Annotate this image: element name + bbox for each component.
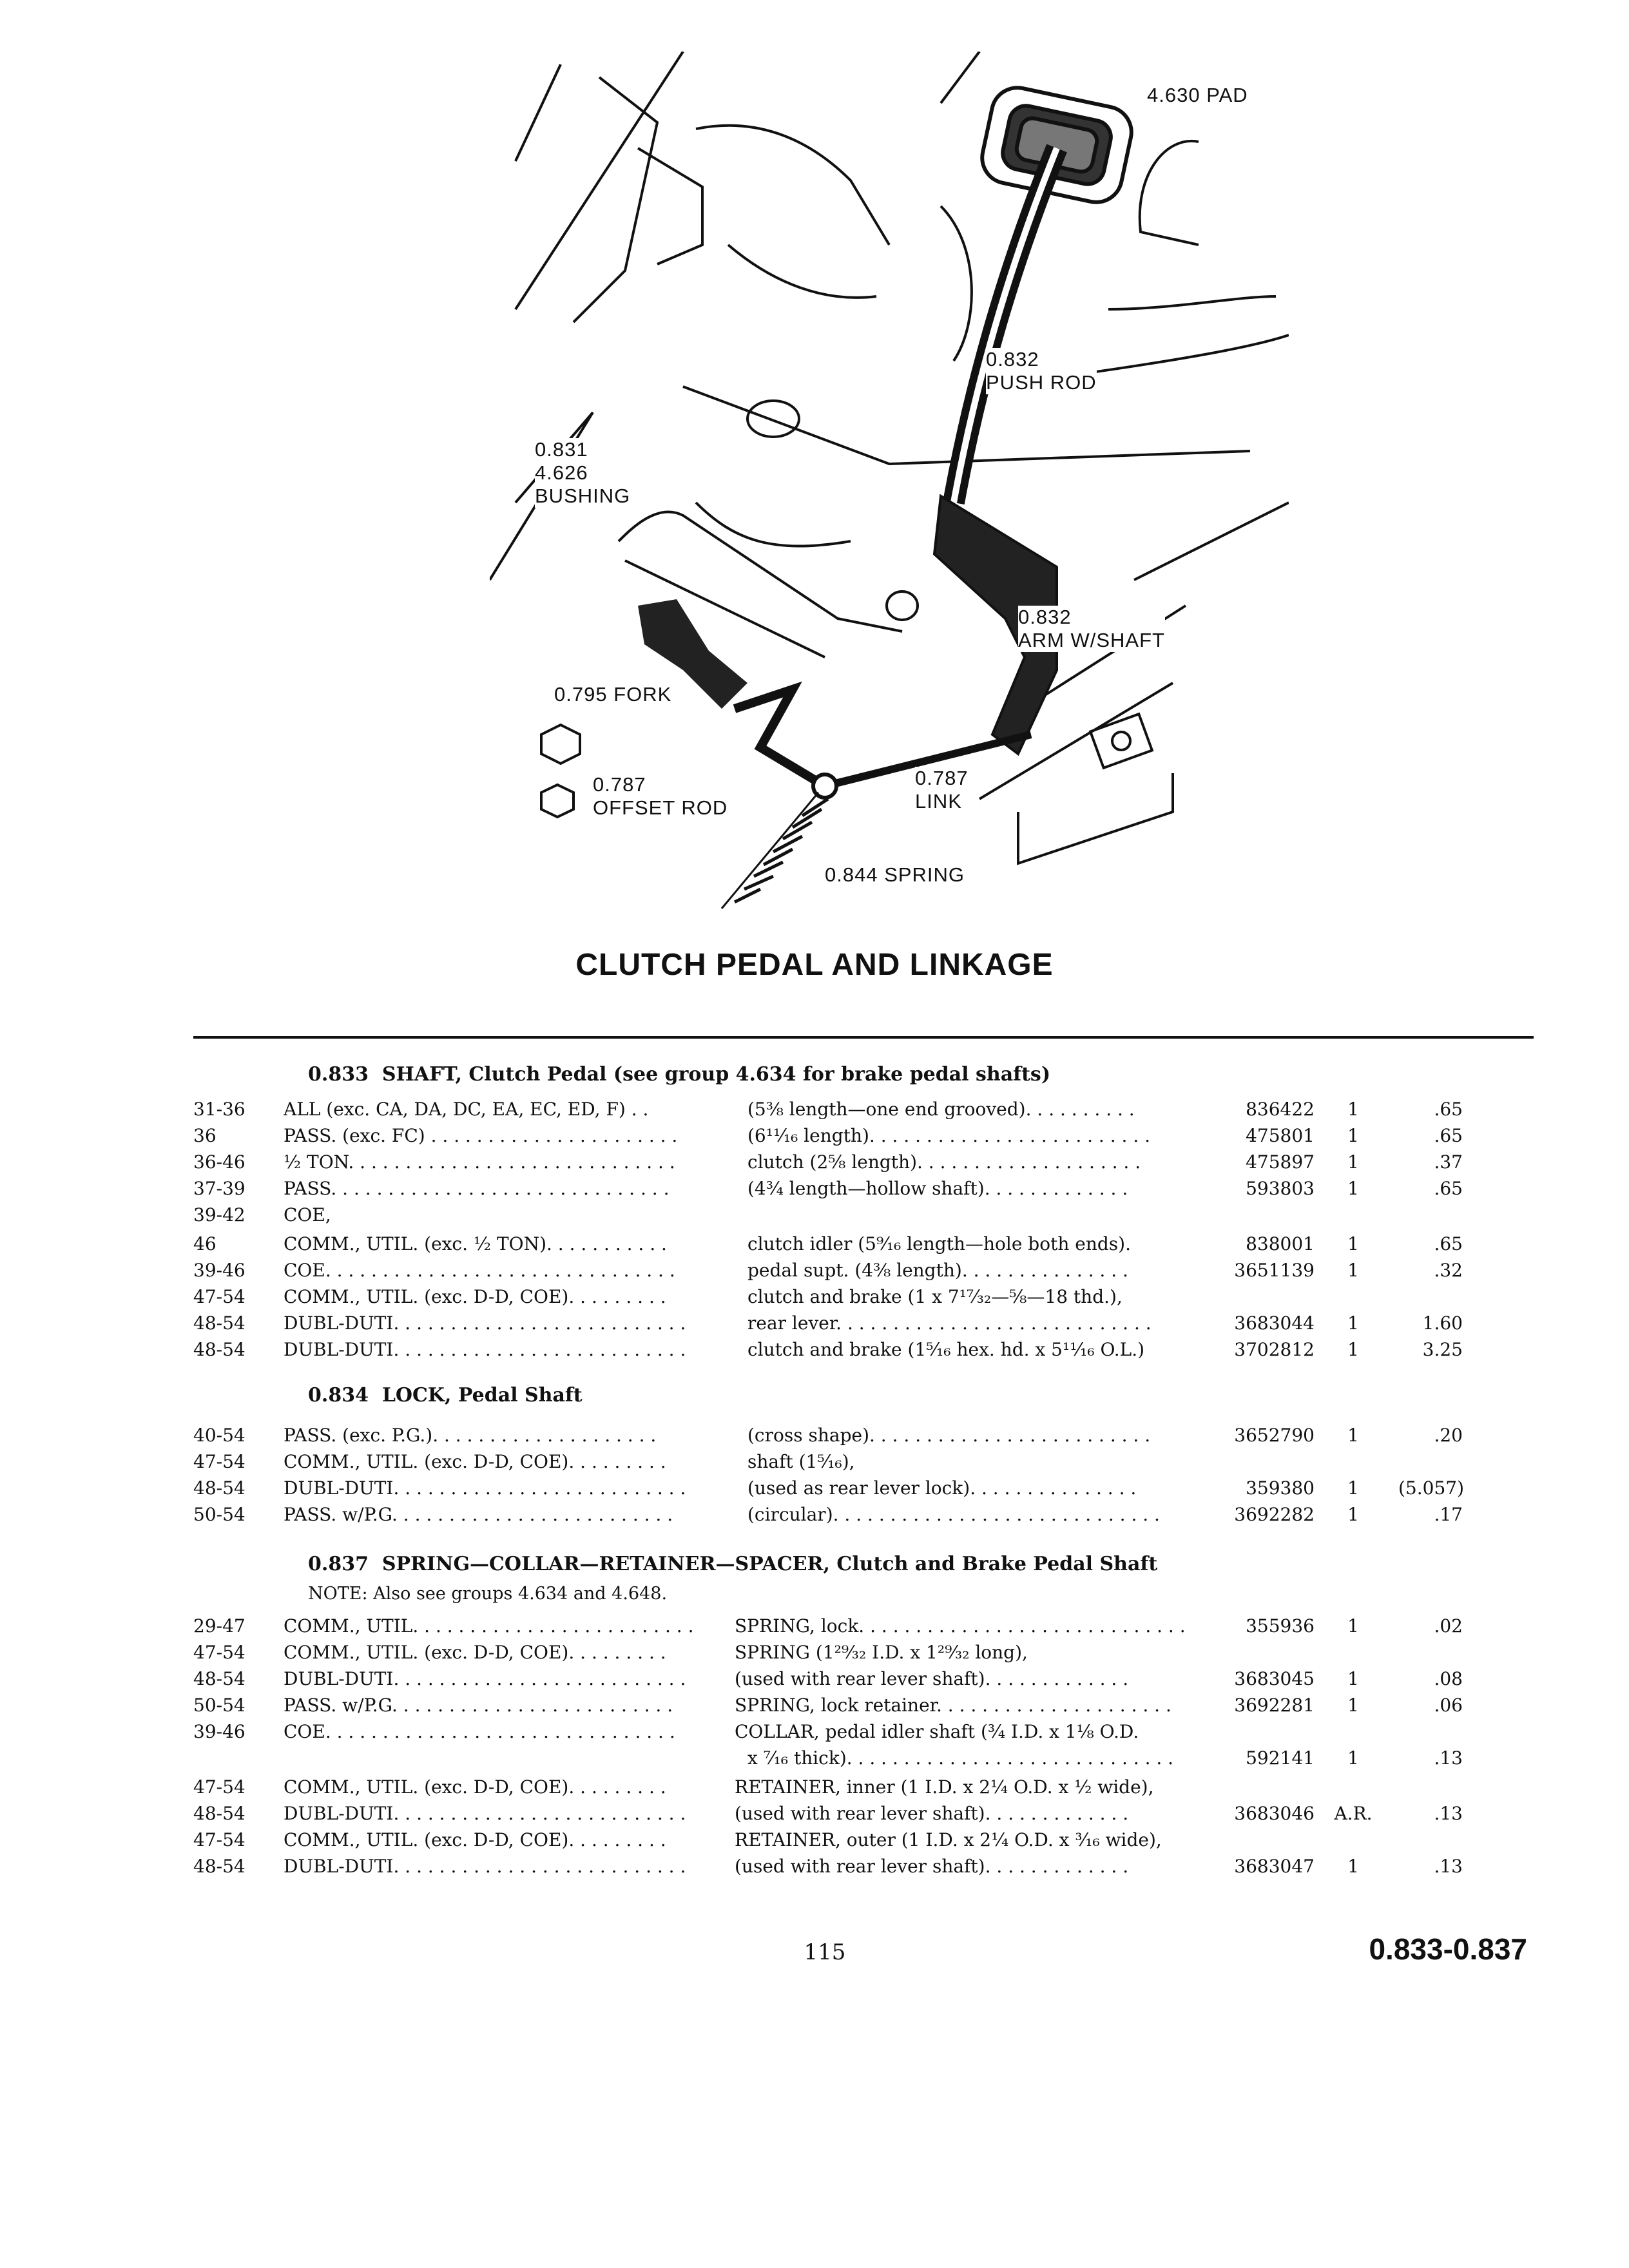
years-cell: 39-42 bbox=[193, 1204, 246, 1225]
model-cell: COE. . . . . . . . . . . . . . . . . . . . . . . . . . . . . . . bbox=[284, 1721, 675, 1742]
part-number-cell: 3652790 bbox=[1234, 1425, 1315, 1446]
price-cell: .13 bbox=[1434, 1803, 1463, 1824]
table-row bbox=[0, 1258, 1629, 1283]
table-row bbox=[0, 1801, 1629, 1827]
years-cell: 48-54 bbox=[193, 1856, 246, 1877]
model-cell: DUBL-DUTI. . . . . . . . . . . . . . . . . . . . . . . . . . bbox=[284, 1477, 686, 1499]
table-row bbox=[0, 1502, 1629, 1528]
quantity-cell: 1 bbox=[1347, 1425, 1359, 1446]
model-cell: COMM., UTIL. (exc. D-D, COE). . . . . . . . . bbox=[284, 1286, 666, 1307]
years-cell: 48-54 bbox=[193, 1477, 246, 1499]
price-cell: .65 bbox=[1434, 1178, 1463, 1199]
description-cell: rear lever. . . . . . . . . . . . . . . . . . . . . . . . . . . . bbox=[747, 1312, 1152, 1334]
price-cell: .17 bbox=[1434, 1504, 1463, 1525]
years-cell: 39-46 bbox=[193, 1721, 246, 1742]
clutch-linkage-diagram bbox=[490, 52, 1289, 928]
section-note: NOTE: Also see groups 4.634 and 4.648. bbox=[308, 1584, 668, 1604]
section-title-spring-collar-retainer: 0.837 SPRING—COLLAR—RETAINER—SPACER, Clutch and Brake Pedal Shaft bbox=[308, 1553, 1158, 1575]
price-cell: .65 bbox=[1434, 1099, 1463, 1120]
price-cell: .08 bbox=[1434, 1668, 1463, 1689]
description-cell: shaft (1⁵⁄₁₆), bbox=[747, 1451, 855, 1472]
table-row bbox=[0, 1311, 1629, 1336]
years-cell: 50-54 bbox=[193, 1695, 246, 1716]
description-cell: clutch and brake (1 x 7¹⁷⁄₃₂—⅝—18 thd.), bbox=[747, 1286, 1123, 1307]
quantity-cell: 1 bbox=[1347, 1151, 1359, 1173]
callout-bushing: 0.831 4.626 BUSHING bbox=[535, 438, 631, 507]
table-row bbox=[0, 1097, 1629, 1122]
callout-arm-with-shaft: 0.832 ARM W/SHAFT bbox=[1018, 606, 1165, 651]
description-cell: RETAINER, outer (1 I.D. x 2¼ O.D. x ³⁄₁₆ wide), bbox=[735, 1829, 1162, 1850]
years-cell: 48-54 bbox=[193, 1339, 246, 1360]
quantity-cell: 1 bbox=[1347, 1339, 1359, 1360]
page-number: 115 bbox=[804, 1939, 846, 1965]
model-cell: PASS. w/P.G. . . . . . . . . . . . . . . . . . . . . . . . . bbox=[284, 1695, 673, 1716]
quantity-cell: 1 bbox=[1347, 1099, 1359, 1120]
description-cell: (circular). . . . . . . . . . . . . . . . . . . . . . . . . . . . . bbox=[747, 1504, 1160, 1525]
quantity-cell: 1 bbox=[1347, 1695, 1359, 1716]
model-cell: DUBL-DUTI. . . . . . . . . . . . . . . . . . . . . . . . . . bbox=[284, 1856, 686, 1877]
description-cell: SPRING (1²⁹⁄₃₂ I.D. x 1²⁹⁄₃₂ long), bbox=[735, 1642, 1028, 1663]
price-cell: .13 bbox=[1434, 1856, 1463, 1877]
part-number-cell: 475897 bbox=[1246, 1151, 1315, 1173]
callout-link: 0.787 LINK bbox=[915, 767, 969, 812]
quantity-cell: A.R. bbox=[1334, 1803, 1373, 1824]
years-cell: 48-54 bbox=[193, 1312, 246, 1334]
table-row bbox=[0, 1854, 1629, 1879]
model-cell: COMM., UTIL. (exc. D-D, COE). . . . . . . . . bbox=[284, 1642, 666, 1663]
years-cell: 47-54 bbox=[193, 1829, 246, 1850]
table-row bbox=[0, 1693, 1629, 1718]
model-cell: DUBL-DUTI. . . . . . . . . . . . . . . . . . . . . . . . . . bbox=[284, 1339, 686, 1360]
part-number-cell: 355936 bbox=[1246, 1615, 1315, 1637]
model-cell: COMM., UTIL. (exc. D-D, COE). . . . . . . . . bbox=[284, 1776, 666, 1798]
table-row bbox=[0, 1719, 1629, 1745]
quantity-cell: 1 bbox=[1347, 1747, 1359, 1769]
years-cell: 47-54 bbox=[193, 1642, 246, 1663]
table-row bbox=[0, 1423, 1629, 1448]
section-title-lock: 0.834 LOCK, Pedal Shaft bbox=[308, 1384, 583, 1407]
quantity-cell: 1 bbox=[1347, 1615, 1359, 1637]
table-row bbox=[0, 1202, 1629, 1228]
part-number-cell: 3692282 bbox=[1234, 1504, 1315, 1525]
years-cell: 40-54 bbox=[193, 1425, 246, 1446]
description-cell: clutch and brake (1⁵⁄₁₆ hex. hd. x 5¹¹⁄₁₆ O.L.) bbox=[747, 1339, 1145, 1360]
description-cell: clutch idler (5⁹⁄₁₆ length—hole both ends). bbox=[747, 1233, 1131, 1254]
quantity-cell: 1 bbox=[1347, 1125, 1359, 1146]
years-cell: 47-54 bbox=[193, 1776, 246, 1798]
callout-push-rod: 0.832 PUSH ROD bbox=[986, 348, 1097, 394]
model-cell: PASS. . . . . . . . . . . . . . . . . . . . . . . . . . . . . . bbox=[284, 1178, 670, 1199]
price-cell: .06 bbox=[1434, 1695, 1463, 1716]
callout-pad: 4.630 PAD bbox=[1147, 84, 1248, 106]
description-cell: (4¾ length—hollow shaft). . . . . . . . . . . . . bbox=[747, 1178, 1128, 1199]
model-cell: ALL (exc. CA, DA, DC, EA, EC, ED, F) . . bbox=[284, 1099, 649, 1120]
quantity-cell: 1 bbox=[1347, 1856, 1359, 1877]
price-cell: .02 bbox=[1434, 1615, 1463, 1637]
table-row bbox=[0, 1449, 1629, 1475]
quantity-cell: 1 bbox=[1347, 1260, 1359, 1281]
price-cell: (5.057) bbox=[1398, 1477, 1465, 1499]
model-cell: PASS. w/P.G. . . . . . . . . . . . . . . . . . . . . . . . . bbox=[284, 1504, 673, 1525]
model-cell: DUBL-DUTI. . . . . . . . . . . . . . . . . . . . . . . . . . bbox=[284, 1312, 686, 1334]
section-range-label: 0.833-0.837 bbox=[1369, 1932, 1527, 1966]
years-cell: 47-54 bbox=[193, 1286, 246, 1307]
years-cell: 29-47 bbox=[193, 1615, 246, 1637]
part-number-cell: 3651139 bbox=[1234, 1260, 1315, 1281]
model-cell: DUBL-DUTI. . . . . . . . . . . . . . . . . . . . . . . . . . bbox=[284, 1668, 686, 1689]
quantity-cell: 1 bbox=[1347, 1668, 1359, 1689]
description-cell: (6¹¹⁄₁₆ length). . . . . . . . . . . . . . . . . . . . . . . . . bbox=[747, 1125, 1151, 1146]
table-row bbox=[0, 1640, 1629, 1666]
description-cell: SPRING, lock. . . . . . . . . . . . . . . . . . . . . . . . . . . . . bbox=[735, 1615, 1186, 1637]
years-cell: 36 bbox=[193, 1125, 217, 1146]
years-cell: 48-54 bbox=[193, 1803, 246, 1824]
description-cell: pedal supt. (4⅜ length). . . . . . . . . . . . . . . bbox=[747, 1260, 1128, 1281]
description-cell: (used as rear lever lock). . . . . . . . . . . . . . . bbox=[747, 1477, 1137, 1499]
description-cell: COLLAR, pedal idler shaft (¾ I.D. x 1⅛ O.D. bbox=[735, 1721, 1139, 1742]
table-row bbox=[0, 1774, 1629, 1800]
part-number-cell: 3692281 bbox=[1234, 1695, 1315, 1716]
horizontal-divider bbox=[193, 1036, 1534, 1039]
quantity-cell: 1 bbox=[1347, 1312, 1359, 1334]
part-number-cell: 475801 bbox=[1246, 1125, 1315, 1146]
price-cell: .65 bbox=[1434, 1233, 1463, 1254]
part-number-cell: 3702812 bbox=[1234, 1339, 1315, 1360]
table-row bbox=[0, 1337, 1629, 1363]
quantity-cell: 1 bbox=[1347, 1233, 1359, 1254]
price-cell: 3.25 bbox=[1422, 1339, 1463, 1360]
part-number-cell: 836422 bbox=[1246, 1099, 1315, 1120]
price-cell: .65 bbox=[1434, 1125, 1463, 1146]
part-number-cell: 3683044 bbox=[1234, 1312, 1315, 1334]
callout-spring: 0.844 SPRING bbox=[825, 863, 965, 886]
part-number-cell: 593803 bbox=[1246, 1178, 1315, 1199]
part-number-cell: 838001 bbox=[1246, 1233, 1315, 1254]
model-cell: PASS. (exc. FC) . . . . . . . . . . . . . . . . . . . . . . bbox=[284, 1125, 678, 1146]
description-cell: clutch (2⅝ length). . . . . . . . . . . . . . . . . . . . bbox=[747, 1151, 1141, 1173]
model-cell: ½ TON. . . . . . . . . . . . . . . . . . . . . . . . . . . . . bbox=[284, 1151, 675, 1173]
years-cell: 31-36 bbox=[193, 1099, 246, 1120]
description-cell: (used with rear lever shaft). . . . . . . . . . . . . bbox=[735, 1803, 1129, 1824]
table-row bbox=[0, 1123, 1629, 1149]
model-cell: COMM., UTIL. (exc. ½ TON). . . . . . . . . . . bbox=[284, 1233, 667, 1254]
callout-offset-rod: 0.787 OFFSET ROD bbox=[593, 773, 728, 819]
description-cell: RETAINER, inner (1 I.D. x 2¼ O.D. x ½ wide), bbox=[735, 1776, 1154, 1798]
description-cell: x ⁷⁄₁₆ thick). . . . . . . . . . . . . . . . . . . . . . . . . . . . . bbox=[747, 1747, 1174, 1769]
model-cell: COMM., UTIL. . . . . . . . . . . . . . . . . . . . . . . . . bbox=[284, 1615, 694, 1637]
callout-fork: 0.795 FORK bbox=[554, 683, 672, 706]
table-row bbox=[0, 1284, 1629, 1310]
years-cell: 48-54 bbox=[193, 1668, 246, 1689]
model-cell: COE. . . . . . . . . . . . . . . . . . . . . . . . . . . . . . . bbox=[284, 1260, 675, 1281]
price-cell: .32 bbox=[1434, 1260, 1463, 1281]
table-row bbox=[0, 1231, 1629, 1257]
model-cell: COMM., UTIL. (exc. D-D, COE). . . . . . . . . bbox=[284, 1451, 666, 1472]
price-cell: .37 bbox=[1434, 1151, 1463, 1173]
description-cell: (used with rear lever shaft). . . . . . . . . . . . . bbox=[735, 1856, 1129, 1877]
years-cell: 37-39 bbox=[193, 1178, 246, 1199]
description-cell: SPRING, lock retainer. . . . . . . . . . . . . . . . . . . . . bbox=[735, 1695, 1171, 1716]
years-cell: 50-54 bbox=[193, 1504, 246, 1525]
years-cell: 39-46 bbox=[193, 1260, 246, 1281]
description-cell: (used with rear lever shaft). . . . . . . . . . . . . bbox=[735, 1668, 1129, 1689]
section-title-shaft: 0.833 SHAFT, Clutch Pedal (see group 4.634 for brake pedal shafts) bbox=[308, 1063, 1051, 1086]
years-cell: 46 bbox=[193, 1233, 217, 1254]
part-number-cell: 592141 bbox=[1246, 1747, 1315, 1769]
years-cell: 36-46 bbox=[193, 1151, 246, 1173]
part-number-cell: 359380 bbox=[1246, 1477, 1315, 1499]
price-cell: .20 bbox=[1434, 1425, 1463, 1446]
quantity-cell: 1 bbox=[1347, 1178, 1359, 1199]
table-row bbox=[0, 1666, 1629, 1692]
price-cell: 1.60 bbox=[1422, 1312, 1463, 1334]
model-cell: PASS. (exc. P.G.). . . . . . . . . . . . . . . . . . . . bbox=[284, 1425, 657, 1446]
diagram-title: CLUTCH PEDAL AND LINKAGE bbox=[575, 948, 1054, 982]
part-number-cell: 3683045 bbox=[1234, 1668, 1315, 1689]
model-cell: COMM., UTIL. (exc. D-D, COE). . . . . . . . . bbox=[284, 1829, 666, 1850]
table-row bbox=[0, 1149, 1629, 1175]
model-cell: COE, bbox=[284, 1204, 331, 1225]
quantity-cell: 1 bbox=[1347, 1504, 1359, 1525]
quantity-cell: 1 bbox=[1347, 1477, 1359, 1499]
description-cell: (cross shape). . . . . . . . . . . . . . . . . . . . . . . . . bbox=[747, 1425, 1151, 1446]
table-row bbox=[0, 1613, 1629, 1639]
part-number-cell: 3683046 bbox=[1234, 1803, 1315, 1824]
table-row bbox=[0, 1827, 1629, 1853]
table-row bbox=[0, 1176, 1629, 1202]
years-cell: 47-54 bbox=[193, 1451, 246, 1472]
price-cell: .13 bbox=[1434, 1747, 1463, 1769]
table-row bbox=[0, 1745, 1629, 1771]
part-number-cell: 3683047 bbox=[1234, 1856, 1315, 1877]
description-cell: (5⅜ length—one end grooved). . . . . . . . . . bbox=[747, 1099, 1135, 1120]
table-row bbox=[0, 1475, 1629, 1501]
model-cell: DUBL-DUTI. . . . . . . . . . . . . . . . . . . . . . . . . . bbox=[284, 1803, 686, 1824]
